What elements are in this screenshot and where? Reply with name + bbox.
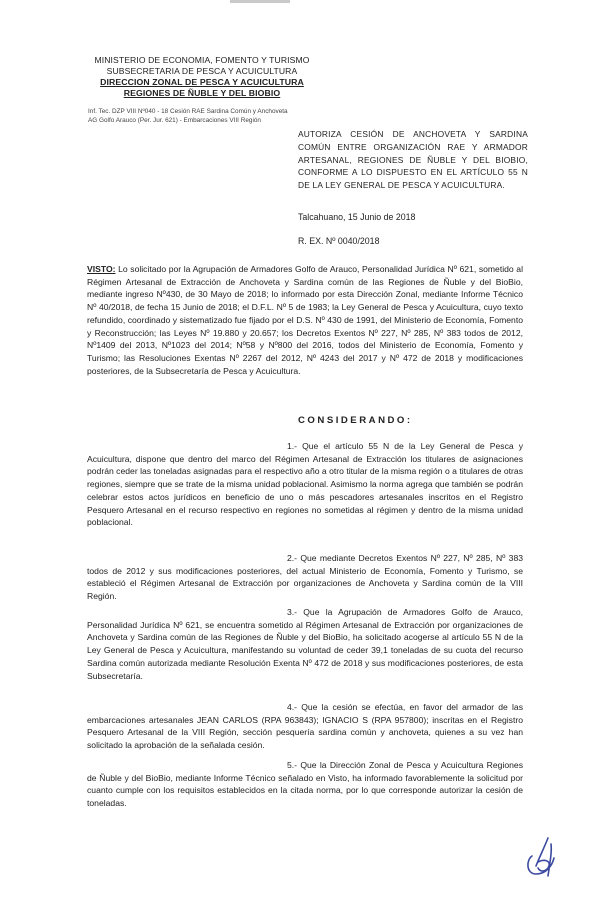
visto-paragraph — [87, 263, 523, 377]
letterhead — [87, 55, 317, 99]
regions-line: REGIONES DE ÑUBLE Y DEL BIOBIO — [123, 88, 281, 98]
considerando-item-4: 4.- Que la cesión se efectúa, en favor del armador de las embarcaciones artesanales JEAN CARLOS (RPA 963843); IGNACIO S (RPA 957800); inscritas en el Registro Pesquero Artesanal de la VIII Región, sección pesquería sardina común y anchoveta, quienes a su vez han solicitado la aprobación de la señalada cesión. — [87, 702, 523, 751]
resolution-subject: AUTORIZA CESIÓN DE ANCHOVETA Y SARDINA COMÚN ENTRE ORGANIZACIÓN RAE Y ARMADOR ARTESANAL, REGIONES DE ÑUBLE Y DEL BIOBIO, CONFORME A LO DISPUESTO EN EL ARTÍCULO 55 N DE LA LEY GENERAL DE PESCA Y ACUICULTURA. — [298, 129, 528, 191]
reference-line: AG Golfo Arauco (Per. Jur. 621) - Embarcaciones VIII Región — [88, 117, 261, 124]
resolution-number: R. EX. Nº 0040/2018 — [298, 236, 380, 246]
signature-initials — [518, 832, 568, 882]
considerando-item-2: 2.- Que mediante Decretos Exentos Nº 227, Nº 285, Nº 383 todos de 2012 y sus modificaciones posteriores, del actual Ministerio de Economía, Fomento y Turismo, se estableció el Régimen Artesanal de Extracción por organizaciones de Anchoveta y Sardina común de la VIII Región. — [87, 553, 523, 602]
considerando-item-5: 5.- Que la Dirección Zonal de Pesca y Acuicultura Regiones de Ñuble y del BioBio, mediante Informe Técnico señalado en Visto, ha informado favorablemente la solicitud por cuanto cumple con los requisitos establecidos en la citada norma, por lo que corresponde autorizar la cesión de toneladas. — [87, 760, 523, 809]
reference-block — [88, 107, 318, 125]
reference-line: Inf. Tec. DZP VIII Nº040 - 18 Cesión RAE Sardina Común y Anchoveta — [88, 108, 288, 115]
considerando-item-3: 3.- Que la Agrupación de Armadores Golfo de Arauco, Personalidad Jurídica Nº 621, se encuentra sometido al Régimen Artesanal de Extracción por organizaciones de Anchoveta y Sardina común de las Regiones de Ñuble y del BioBio, ha solicitado acogerse al artículo 55 N de la Ley General de Pesca y Acuicultura, manifestando su voluntad de ceder 39,1 toneladas de su cuota del recurso Sardina común autorizada mediante Resolución Exenta Nº 472 de 2018 y sus modificaciones posteriores, de esta Subsecretaría. — [87, 607, 523, 681]
visto-label: VISTO: — [87, 264, 116, 274]
ministry-line: MINISTERIO DE ECONOMIA, FOMENTO Y TURISMO — [94, 55, 310, 65]
zonal-direction-line: DIRECCION ZONAL DE PESCA Y ACUICULTURA — [100, 77, 304, 87]
considerando-heading: CONSIDERANDO: — [298, 415, 413, 426]
considerando-item-1: 1.- Que el artículo 55 N de la Ley General de Pesca y Acuicultura, dispone que dentro del marco del Régimen Artesanal de Extracción los titulares de asignaciones podrán ceder las toneladas asignadas para el respectivo año a otro titular de la misma región o a titulares de otras regiones, siempre que se trate de la misma unidad poblacional. Asimismo la norma agrega que también se podrán celebrar estos actos jurídicos en beneficio de uno o más pescadores artesanales inscritos en el Registro Pesquero Artesanal en el recurso respectivo en regiones no sometidas al régimen y dentro de la misma unidad poblacional. — [87, 441, 523, 528]
visto-text: Lo solicitado por la Agrupación de Armadores Golfo de Arauco, Personalidad Jurídica Nº 621, sometido al Régimen Artesanal de Extracción de Anchoveta y Sardina común de las Regiones de Ñuble y del BioBio, mediante ingreso Nº430, de 30 Mayo de 2018; lo informado por esta Dirección Zonal, mediante Informe Técnico Nº 40/2018, de fecha 15 Junio de 2018; el D.F.L. Nº 5 de 1983; la Ley General de Pesca y Acuicultura, cuyo texto refundido, coordinado y sistematizado fue fijado por el D.S. Nº 430 de 1991, del Ministerio de Economía, Fomento y Reconstrucción; las Leyes Nº 19.880 y 20.657; los Decretos Exentos Nº 227, Nº 285, Nº 383 todos de 2012, Nº1409 del 2013, Nº1023 del 2014; Nº58 y Nº800 del 2016, todos del Ministerio de Economía, Fomento y Turismo; las Resoluciones Exentas Nº 2267 del 2012, Nº 4243 del 2017 y Nº 472 de 2018 y modificaciones posteriores, de la Subsecretaría de Pesca y Acuicultura. — [87, 264, 523, 376]
subsecretary-line: SUBSECRETARIA DE PESCA Y ACUICULTURA — [106, 66, 298, 76]
place-date: Talcahuano, 15 Junio de 2018 — [298, 212, 416, 222]
scan-top-mark — [230, 0, 290, 3]
